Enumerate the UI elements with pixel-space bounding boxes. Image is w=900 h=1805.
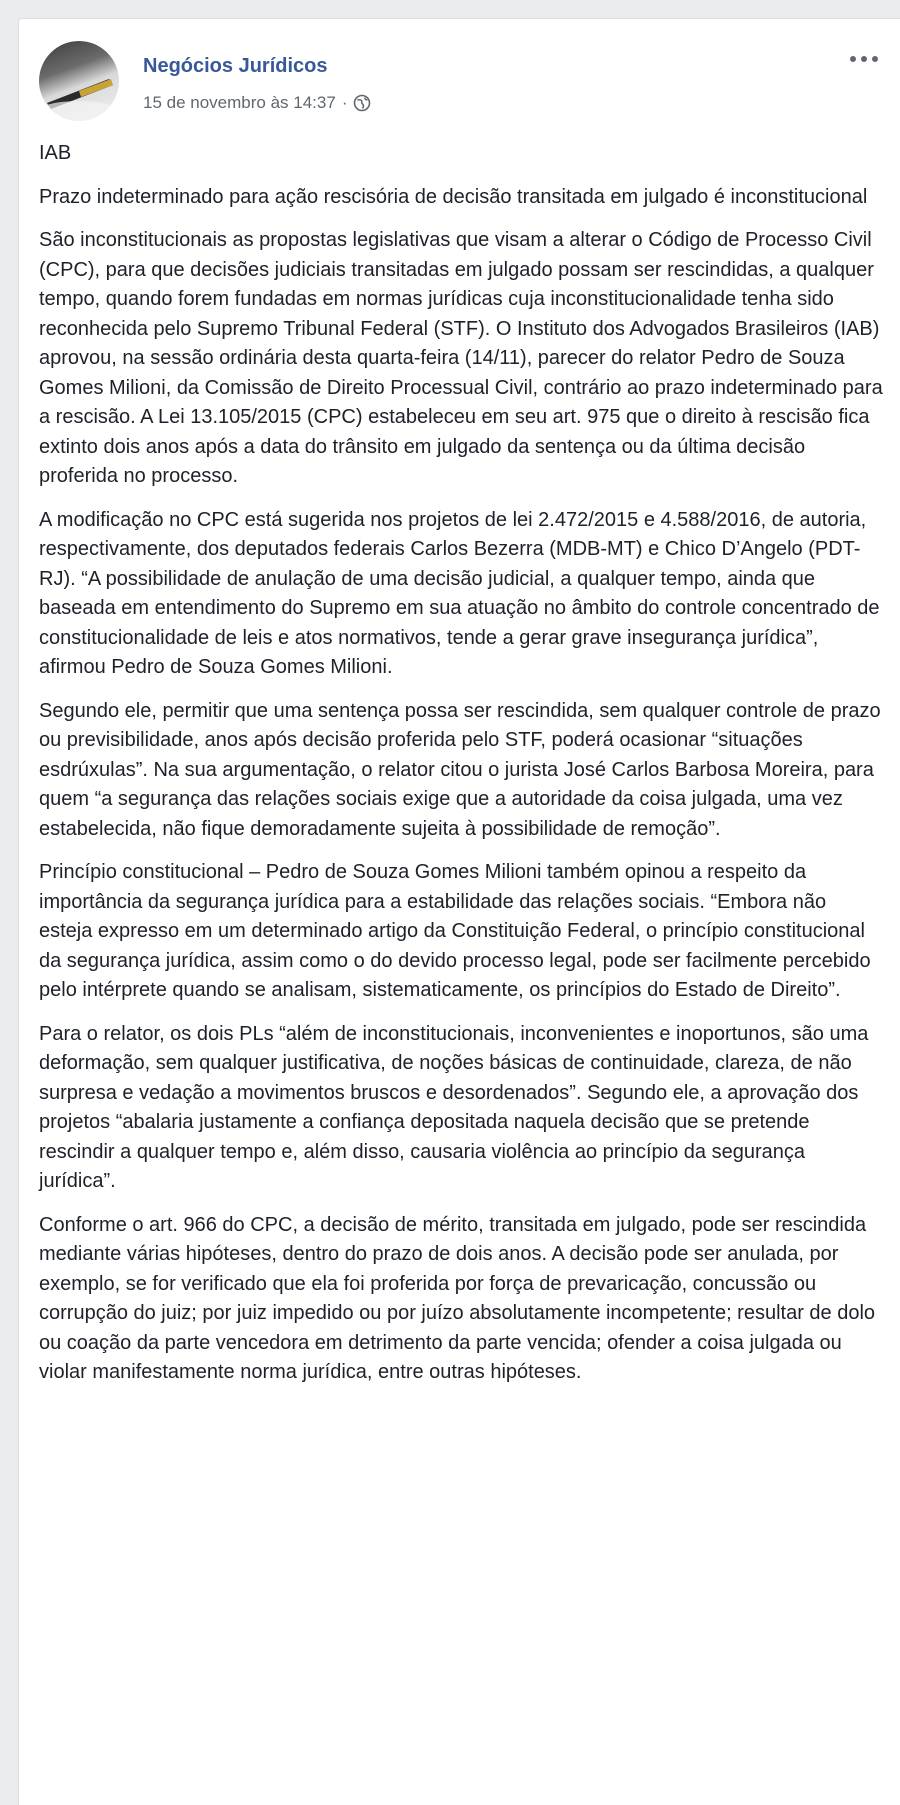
page-name-link[interactable]: Negócios Jurídicos: [143, 55, 328, 77]
dot-icon: [872, 56, 878, 62]
post-paragraph: Conforme o art. 966 do CPC, a decisão de mérito, transitada em julgado, pode ser rescindida mediante várias hipóteses, dentro do prazo de dois anos. A decisão pode ser anulada, por exemplo, se for verificado que ela foi proferida por força de prevaricação, concussão ou corrupção do juiz; por juiz impedido ou por juízo absolutamente incompetente; resultar de dolo ou coação da parte vencedora em detrimento da parte vencida; ofender a coisa julgada ou violar manifestamente norma jurídica, entre outras hipóteses.: [39, 1213, 876, 1383]
meta-separator: ·: [341, 93, 348, 112]
post-paragraph: A modificação no CPC está sugerida nos projetos de lei 2.472/2015 e 4.588/2016, de autoria, respectivamente, dos deputados federais Carlos Bezerra (MDB-MT) e Chico D’Angelo (PDT-RJ). “A possibilidade de anulação de uma decisão judicial, a qualquer tempo, ainda que baseada em entendimento do Supremo em sua atuação no âmbito do controle concentrado de constitucionalidade de leis e atos normativos, tende a gerar grave insegurança jurídica”, afirmou Pedro de Souza Gomes Milioni.: [39, 508, 880, 678]
post-header: [39, 41, 880, 121]
post-paragraph: Para o relator, os dois PLs “além de inconstitucionais, inconvenientes e inoportunos, são uma deformação, sem qualquer justificativa, de noções básicas de continuidade, clareza, de não surpresa e vedação a movimentos bruscos e desordenados”. Segundo ele, a aprovação dos projetos “abalaria justamente a confiança depositada naquela decisão que se pretende rescindir a qualquer tempo e, além disso, causaria violência ao princípio da segurança jurídica”.: [39, 1022, 869, 1192]
dot-icon: [850, 56, 856, 62]
post-paragraph: IAB: [39, 142, 72, 164]
globe-icon[interactable]: [353, 94, 371, 112]
post-timestamp[interactable]: 15 de novembro às 14:37: [143, 93, 336, 112]
post-body: [39, 139, 884, 1402]
post-paragraph: Prazo indeterminado para ação rescisória de decisão transitada em julgado é inconstitucional: [39, 185, 868, 208]
post-paragraph: Princípio constitucional – Pedro de Souza Gomes Milioni também opinou a respeito da importância da segurança jurídica para a estabilidade das relações sociais. “Embora não esteja expresso em um determinado artigo da Constituição Federal, o princípio constitucional da segurança jurídica, assim como o do devido processo legal, pode ser facilmente percebido pelo intérprete quando se analisam, sistematicamente, os princípios do Estado de Direito”.: [39, 861, 871, 1001]
page-avatar[interactable]: [39, 41, 119, 121]
more-options-icon[interactable]: [842, 45, 886, 73]
post-paragraph: São inconstitucionais as propostas legislativas que visam a alterar o Código de Processo Civil (CPC), para que decisões judiciais transitadas em julgado possam ser rescindidas, a qualquer tempo, quando forem fundadas em normas jurídicas cuja inconstitucionalidade tenha sido reconhecida pelo Supremo Tribunal Federal (STF). O Instituto dos Advogados Brasileiros (IAB) aprovou, na sessão ordinária desta quarta-feira (14/11), parecer do relator Pedro de Souza Gomes Milioni, da Comissão de Direito Processual Civil, contrário ao prazo indeterminado para a rescisão. A Lei 13.105/2015 (CPC) estabeleceu em seu art. 975 que o direito à rescisão fica extinto dois anos após a data do trânsito em julgado da sentença ou da última decisão proferida no processo.: [39, 229, 883, 487]
post-card: [18, 18, 900, 1805]
post-paragraph: Segundo ele, permitir que uma sentença possa ser rescindida, sem qualquer controle de prazo ou previsibilidade, anos após decisão proferida pelo STF, poderá ocasionar “situações esdrúxulas”. Na sua argumentação, o relator citou o jurista José Carlos Barbosa Moreira, para quem “a segurança das relações sociais exige que a autoridade da coisa julgada, uma vez estabelecida, não fique demoradamente sujeita à possibilidade de remoção”.: [39, 699, 881, 840]
pen-photo-icon: [39, 41, 119, 121]
post-meta: [143, 93, 371, 113]
dot-icon: [861, 56, 867, 62]
